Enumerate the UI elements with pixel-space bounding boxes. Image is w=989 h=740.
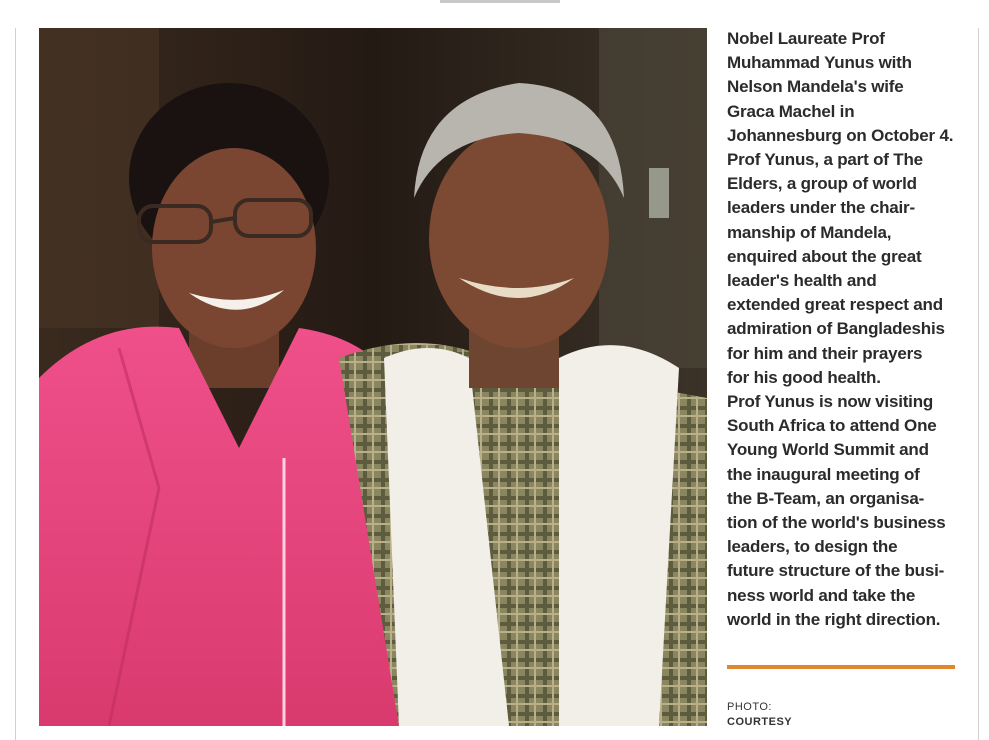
caption-line: ness world and take the <box>727 585 916 605</box>
caption-line: Prof Yunus is now visiting <box>727 392 934 412</box>
orange-divider <box>727 665 955 669</box>
caption-line: world in the right direction. <box>727 609 941 629</box>
caption-line: enquired about the great <box>727 246 922 266</box>
top-divider <box>440 0 560 3</box>
caption-line: Prof Yunus, a part of The <box>727 150 923 170</box>
column-rule-right <box>978 28 979 740</box>
photo-credit <box>727 700 792 730</box>
caption-line: Elders, a group of world <box>727 174 917 194</box>
caption-paragraph-1 <box>727 27 972 390</box>
caption-line: Nobel Laureate Prof <box>727 29 885 48</box>
caption-line: leaders under the chair- <box>727 198 915 218</box>
caption-line: the B-Team, an organisa- <box>727 488 925 508</box>
caption-line: leaders, to design the <box>727 537 898 557</box>
caption-line: for him and their prayers <box>727 343 923 363</box>
caption-line: leader's health and <box>727 271 877 291</box>
caption-line: manship of Mandela, <box>727 222 892 242</box>
caption-line: for his good health. <box>727 367 881 387</box>
caption-line: Nelson Mandela's wife <box>727 77 904 97</box>
photo-credit-source: COURTESY <box>727 716 793 728</box>
caption-paragraph-2 <box>727 390 972 632</box>
caption-line: South Africa to attend One <box>727 416 937 436</box>
caption-line: extended great respect and <box>727 295 943 315</box>
caption-line: Graca Machel in <box>727 101 855 121</box>
caption-line: the inaugural meeting of <box>727 464 920 484</box>
news-photo <box>39 28 707 726</box>
photo-caption <box>727 27 972 632</box>
photo-credit-label: PHOTO: <box>727 701 772 713</box>
caption-line: tion of the world's business <box>727 513 946 533</box>
photo-image-icon <box>39 28 707 726</box>
caption-line: Young World Summit and <box>727 440 929 460</box>
caption-line: Muhammad Yunus with <box>727 53 912 73</box>
caption-line: future structure of the busi- <box>727 561 945 581</box>
caption-line: Johannesburg on October 4. <box>727 125 954 145</box>
column-rule-left <box>15 28 16 740</box>
caption-line: admiration of Bangladeshis <box>727 319 945 339</box>
